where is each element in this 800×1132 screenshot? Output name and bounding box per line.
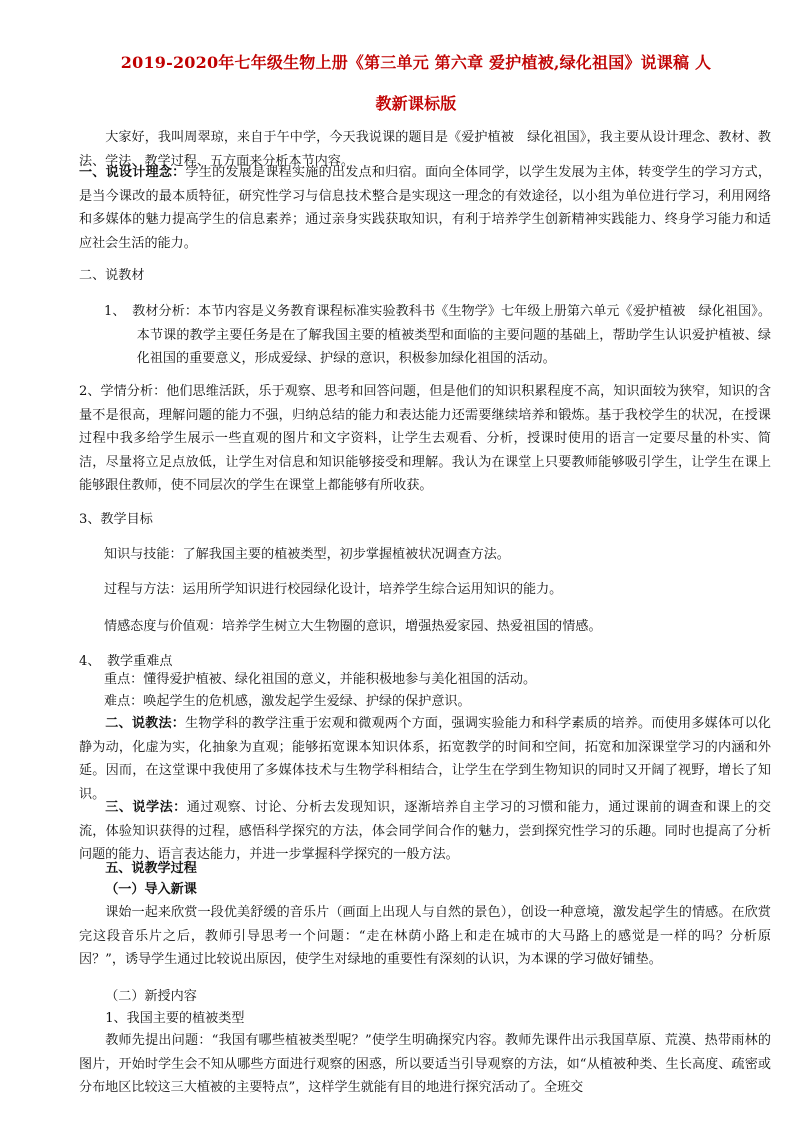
student-analysis-paragraph: 2、学情分析：他们思维活跃，乐于观察、思考和回答问题，但是他们的知识积累程度不高，知识面较为狭窄，知识的含量不是很高，理解问题的能力不强，归纳总结的能力和表达能力还需要继续培养和锻炼。基于我校学生的状况，在授课过程中我多给学生展示一些直观的图片和文字资料，让学生去观看、分析，授课时使用的语言一定要尽量的朴实、简洁，尽量将立足点放低，让学生对信息和知识能够接受和理解。我认为在课堂上只要教师能够吸引学生，让学生在课上能够跟住教师，使不同层次的学生在课堂上都能够有所收获。 <box>79 384 771 493</box>
title-line-2: 教新课标版 <box>375 94 457 113</box>
document-title <box>60 42 772 124</box>
new-content-heading: （二）新授内容 <box>105 989 197 1004</box>
title-line-1: 2019-2020年七年级生物上册《第三单元 第六章 爱护植被,绿化祖国》说课稿 人 <box>120 53 712 72</box>
learning-method-body: 通过观察、讨论、分析去发现知识，逐渐培养自主学习的习惯和能力，通过课前的调查和课上的交流，体验知识获得的过程，感悟科学探究的方法，体会同学间合作的魅力，尝到探究性学习的乐趣。同时也提高了分析问题的能力、语言表达能力，并进一步掌握科学探究的一般方法。 <box>79 800 772 862</box>
vegetation-types-heading: 1、我国主要的植被类型 <box>105 1011 245 1026</box>
vegetation-types-paragraph: 教师先提出问题：“我国有哪些植被类型呢？”使学生明确探究内容。教师先课件出示我国草原、荒漠、热带雨林的图片，开始时学生会不知从哪些方面进行观察的困惑，所以要适当引导观察的方法，如“从植被种类、生长高度、疏密或分布地区比较这三大植被的主要特点”，这样学生就能有目的地进行探究活动了。全班交 <box>79 1033 771 1095</box>
lead-in-paragraph: 课始一起来欣赏一段优美舒缓的音乐片（画面上出现人与自然的景色），创设一种意境，激发起学生的情感。在欣赏完这段音乐片之后，教师引导思考一个问题：“走在林荫小路上和走在城市的大马路上的感觉是一样的吗？分析原因？”，诱导学生通过比较说出原因，使学生对绿地的重要性有深刻的认识，为本课的学习做好铺垫。 <box>79 905 771 967</box>
teaching-method-body: 生物学科的教学注重于宏观和微观两个方面，强调实验能力和科学素质的培养。而使用多媒体可以化静为动，化虚为实，化抽象为直观；能够拓宽课本知识体系，拓宽教学的时间和空间，拓宽和加深课堂学习的内涵和外延。因而，在这堂课中我使用了多媒体技术与生物学科相结合，让学生在学到生物知识的同时又开阔了视野，增长了知识。 <box>79 716 772 802</box>
design-concept-paragraph <box>79 161 771 255</box>
difficult-point: 难点：唤起学生的危机感，激发起学生爱绿、护绿的保护意识。 <box>104 694 471 709</box>
teaching-process-heading: 五、说教学过程 <box>105 861 197 876</box>
teaching-method-heading: 二、说教法： <box>105 716 186 731</box>
design-concept-body: 学生的发展是课程实施的出发点和归宿。面向全体同学，以学生发展为主体，转变学生的学习方式，是当今课改的最本质特征，研究性学习与信息技术整合是实现这一理念的有效途径，以小组为单位进行学习，利用网络和多媒体的魅力提高学生的信息素养；通过亲身实践获取知识，有利于培养学生创新精神实践能力、终身学习能力和适应社会生活的能力。 <box>79 165 772 251</box>
intro-paragraph: 大家好，我叫周翠琼，来自于午中学，今天我说课的题目是《爱护植被 绿化祖国》，我主要从设计理念、教材、教法、学法、教学过程、五方面来分析本节内容。 <box>79 130 771 169</box>
key-points-heading: 4、 教学重难点 <box>79 654 173 669</box>
textbook-heading: 二、说教材 <box>79 268 145 283</box>
design-concept-heading: 一、说设计理念： <box>79 165 186 180</box>
teaching-goals-heading: 3、教学目标 <box>79 512 153 527</box>
key-point: 重点：懂得爱护植被、绿化祖国的意义，并能积极地参与美化祖国的活动。 <box>104 672 537 687</box>
learning-method-heading: 三、说学法： <box>105 800 187 815</box>
goal-knowledge: 知识与技能：了解我国主要的植被类型，初步掌握植被状况调查方法。 <box>104 547 510 562</box>
teaching-method-paragraph <box>79 712 771 806</box>
lead-in-heading: （一）导入新课 <box>105 882 197 897</box>
goal-process: 过程与方法：运用所学知识进行校园绿化设计，培养学生综合运用知识的能力。 <box>104 582 563 597</box>
textbook-analysis-paragraph: 1、 教材分析：本节内容是义务教育课程标准实验教科书《生物学》七年级上册第六单元《爱护植被 绿化祖国》。本节课的教学主要任务是在了解我国主要的植被类型和面临的主要问题的基础上，帮助学生认识爱护植被、绿化祖国的重要意义，形成爱绿、护绿的意识，积极参加绿化祖国的活动。 <box>104 304 771 366</box>
learning-method-paragraph <box>79 796 771 867</box>
goal-emotion: 情感态度与价值观：培养学生树立大生物圈的意识，增强热爱家园、热爱祖国的情感。 <box>104 619 602 634</box>
